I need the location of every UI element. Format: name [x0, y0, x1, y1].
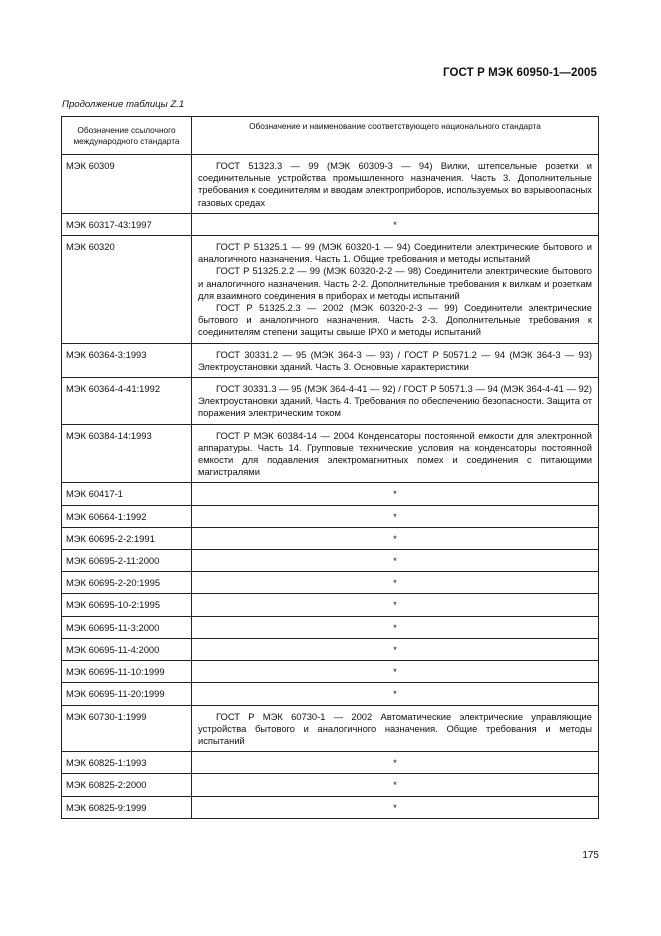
table-body [62, 155, 599, 819]
table-row [62, 572, 599, 594]
standards-table [61, 116, 599, 819]
table-row [62, 796, 599, 818]
reference-standard-cell: МЭК 60364-4-41:1992 [62, 378, 192, 425]
document-code: ГОСТ Р МЭК 60950-1—2005 [443, 67, 597, 79]
reference-standard-cell: МЭК 60695-11-20:1999 [62, 683, 192, 705]
reference-standard-cell: МЭК 60695-10-2:1995 [62, 594, 192, 616]
national-standard-text: ГОСТ 30331.3 — 95 (МЭК 364-4-41 — 92) / ГОСТ Р 50571.3 — 94 (МЭК 364-4-41 — 92) Электроустановки зданий. Часть 4. Требования по обеспечению безопасности. Защита от поражения электрическим током [198, 383, 592, 419]
no-equivalent-marker: * [192, 594, 599, 616]
table-row [62, 550, 599, 572]
table-row [62, 424, 599, 483]
table-row [62, 505, 599, 527]
table-row [62, 527, 599, 549]
reference-standard-cell: МЭК 60664-1:1992 [62, 505, 192, 527]
no-equivalent-marker: * [192, 774, 599, 796]
table-row [62, 343, 599, 377]
table-row [62, 378, 599, 425]
no-equivalent-marker: * [192, 796, 599, 818]
table-row [62, 638, 599, 660]
national-standard-cell [192, 705, 599, 752]
reference-standard-cell: МЭК 60417-1 [62, 483, 192, 505]
no-equivalent-marker: * [192, 550, 599, 572]
reference-standard-cell: МЭК 60695-2-20:1995 [62, 572, 192, 594]
col-header-reference: Обозначение ссылочного международного стандарта [62, 117, 192, 155]
table-row [62, 752, 599, 774]
table-row [62, 594, 599, 616]
no-equivalent-marker: * [192, 638, 599, 660]
reference-standard-cell: МЭК 60317-43:1997 [62, 213, 192, 235]
table-row [62, 774, 599, 796]
national-standard-text: ГОСТ Р МЭК 60384-14 — 2004 Конденсаторы постоянной емкости для электронной аппаратуры. Часть 14. Групповые технические условия на конденсаторы постоянной емкости для подавления электромагнитных помех и соединения с питающими магистралями [198, 429, 592, 478]
table-caption: Продолжение таблицы Z.1 [62, 99, 185, 110]
reference-standard-cell: МЭК 60695-11-10:1999 [62, 661, 192, 683]
reference-standard-cell: МЭК 60384-14:1993 [62, 424, 192, 483]
table-row [62, 213, 599, 235]
no-equivalent-marker: * [192, 505, 599, 527]
table-row [62, 661, 599, 683]
table-row [62, 155, 599, 214]
national-standard-text: ГОСТ Р 51325.2.3 — 2002 (МЭК 60320-2-3 — 99) Соединители электрические бытового и аналогичного назначения. Часть 2-3. Дополнительные требования к соединителям степени защиты свыше IPX0 и методы испытаний [198, 302, 592, 338]
reference-standard-cell: МЭК 60695-11-4:2000 [62, 638, 192, 660]
national-standard-cell [192, 236, 599, 344]
no-equivalent-marker: * [192, 661, 599, 683]
table-row [62, 236, 599, 344]
reference-standard-cell: МЭК 60364-3:1993 [62, 343, 192, 377]
no-equivalent-marker: * [192, 213, 599, 235]
reference-standard-cell: МЭК 60825-9:1999 [62, 796, 192, 818]
national-standard-text: ГОСТ 30331.2 — 95 (МЭК 364-3 — 93) / ГОСТ Р 50571.2 — 94 (МЭК 364-3 — 93) Электроустановки зданий. Часть 3. Основные характеристики [198, 348, 592, 372]
reference-standard-cell: МЭК 60825-1:1993 [62, 752, 192, 774]
reference-standard-cell: МЭК 60825-2:2000 [62, 774, 192, 796]
national-standard-cell [192, 155, 599, 214]
table-header-row [62, 117, 599, 155]
reference-standard-cell: МЭК 60309 [62, 155, 192, 214]
reference-standard-cell: МЭК 60730-1:1999 [62, 705, 192, 752]
reference-standard-cell: МЭК 60695-2-11:2000 [62, 550, 192, 572]
table-row [62, 483, 599, 505]
no-equivalent-marker: * [192, 683, 599, 705]
no-equivalent-marker: * [192, 752, 599, 774]
table-row [62, 683, 599, 705]
national-standard-cell [192, 378, 599, 425]
reference-standard-cell: МЭК 60695-11-3:2000 [62, 616, 192, 638]
reference-standard-cell: МЭК 60320 [62, 236, 192, 344]
national-standard-text: ГОСТ Р 51325.2.2 — 99 (МЭК 60320-2-2 — 98) Соединители электрические бытового и аналогичного назначения. Часть 2-2. Дополнительные требования к вилкам и розеткам для взаимного соединения в приборах и методы испытаний [198, 265, 592, 301]
no-equivalent-marker: * [192, 616, 599, 638]
no-equivalent-marker: * [192, 527, 599, 549]
national-standard-text: ГОСТ Р МЭК 60730-1 — 2002 Автоматические электрические управляющие устройства бытового и аналогичного назначения. Общие требования и методы испытаний [198, 710, 592, 746]
table-row [62, 616, 599, 638]
page-number: 175 [582, 850, 599, 861]
national-standard-cell [192, 424, 599, 483]
no-equivalent-marker: * [192, 483, 599, 505]
no-equivalent-marker: * [192, 572, 599, 594]
national-standard-text: ГОСТ 51323.3 — 99 (МЭК 60309-3 — 94) Вилки, штепсельные розетки и соединительные устройства промышленного назначения. Часть 3. Дополнительные требования к соединителям и вводам электроприборов, используемых во взрывоопасных газовых средах [198, 160, 592, 208]
col-header-national: Обозначение и наименование соответствующего национального стандарта [192, 117, 599, 155]
national-standard-cell [192, 343, 599, 377]
table-row [62, 705, 599, 752]
national-standard-text: ГОСТ Р 51325.1 — 99 (МЭК 60320-1 — 94) Соединители электрические бытового и аналогичного назначения. Часть 1. Общие требования и методы испытаний [198, 241, 592, 265]
reference-standard-cell: МЭК 60695-2-2:1991 [62, 527, 192, 549]
